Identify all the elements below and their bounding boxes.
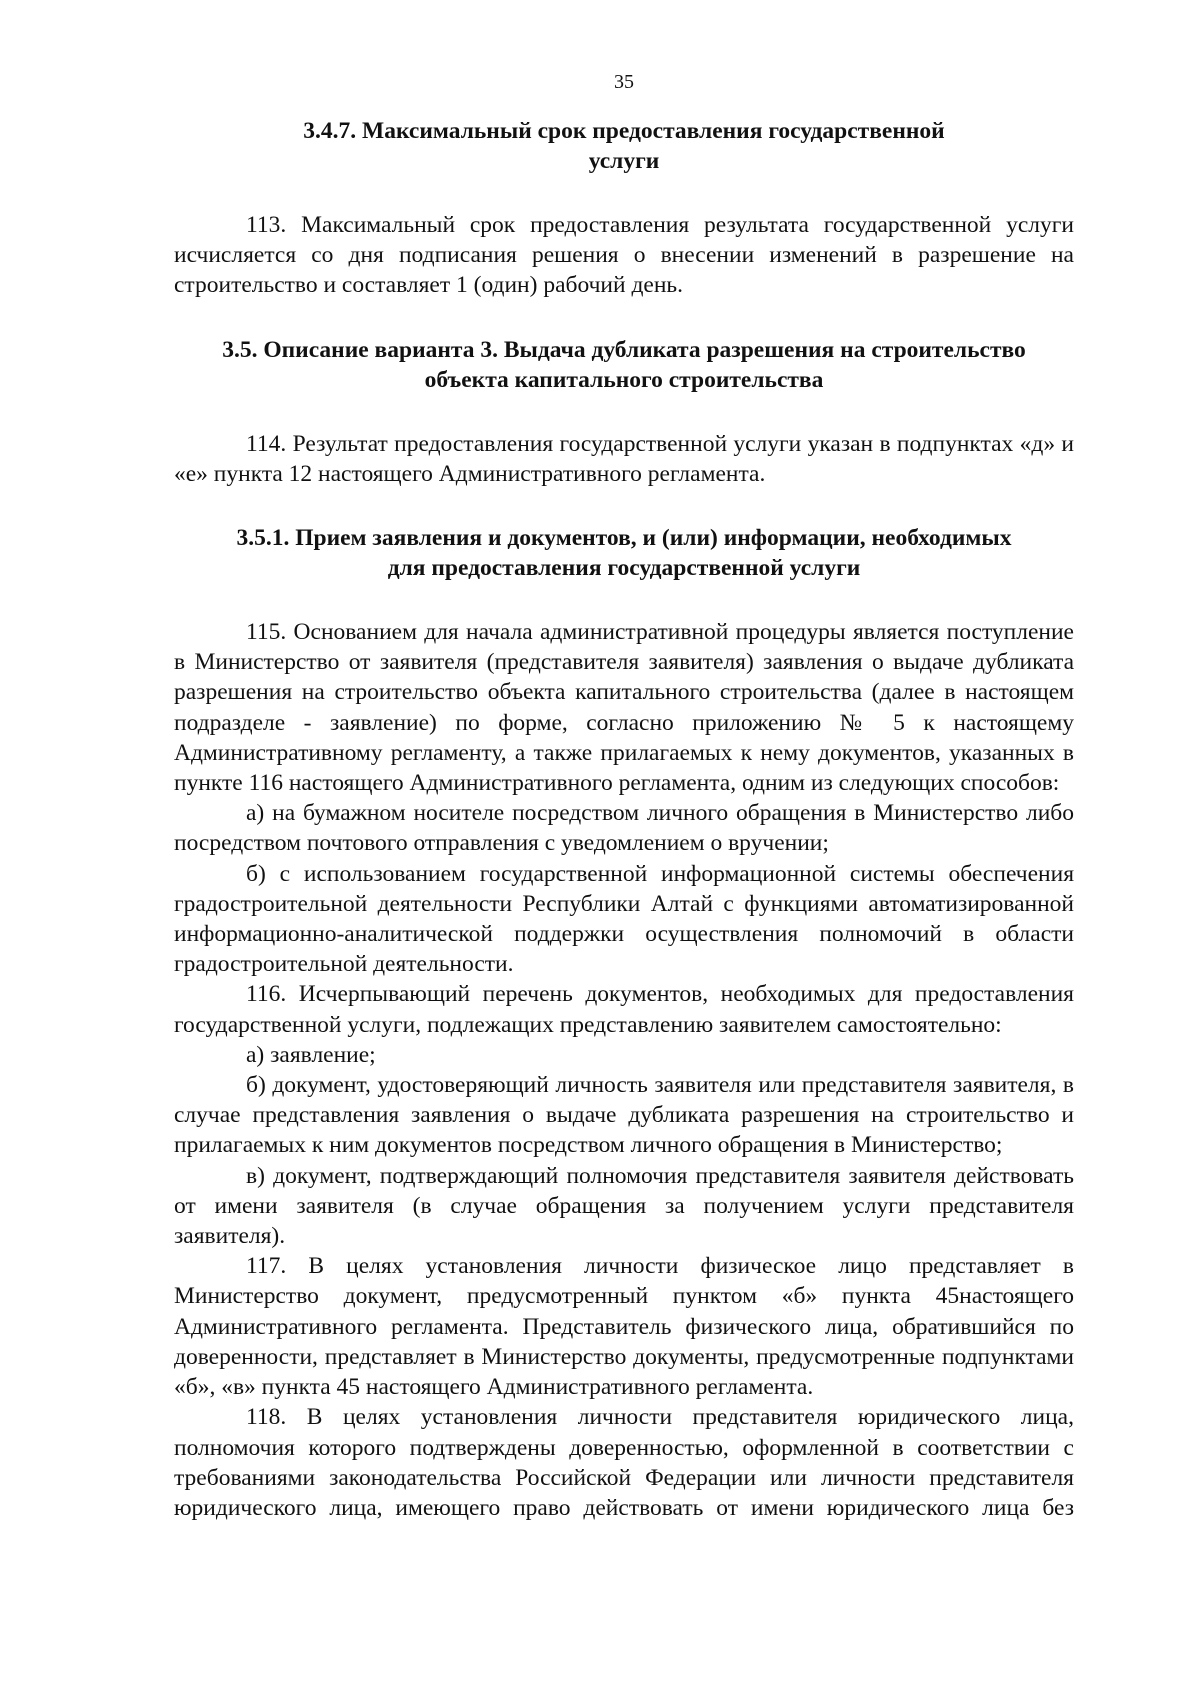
paragraph-115-b: б) с использованием государственной информационной системы обеспечения градостроительной деятельности Республики Алтай с функциями автоматизированной информационно-аналитической поддержки осуществления полномочий в области градостроительной деятельности. xyxy=(174,860,1074,978)
heading-3-4-7 xyxy=(174,116,1074,176)
heading-3-4-7-line2: услуги xyxy=(588,148,660,174)
paragraph-115: 115. Основанием для начала административной процедуры является поступление в Министерство от заявителя (представителя заявителя) заявления о выдаче дубликата разрешения на строительство объекта капитального строительства (далее в настоящем подразделе - заявление) по форме, согласно приложению № 5 к настоящему Административному регламенту, а также прилагаемых к нему документов, указанных в пункте 116 настоящего Административного регламента, одним из следующих способов: xyxy=(174,619,1074,797)
paragraph-116: 116. Исчерпывающий перечень документов, необходимых для предоставления государственной услуги, подлежащих представлению заявителем самостоятельно: xyxy=(174,981,1074,1038)
heading-3-5-line1: 3.5. Описание варианта 3. Выдача дубликата разрешения на строительство xyxy=(222,336,1026,363)
heading-3-5-1-line1: 3.5.1. Прием заявления и документов, и (или) информации, необходимых xyxy=(236,525,1012,552)
paragraph-113: 113. Максимальный срок предоставления результата государственной услуги исчисляется со дня подписания решения о внесении изменений в разрешение на строительство и составляет 1 (один) рабочий день. xyxy=(174,212,1074,299)
heading-3-4-7-line1: 3.4.7. Максимальный срок предоставления государственной xyxy=(303,118,945,144)
paragraph-115-a: а) на бумажном носителе посредством личного обращения в Министерство либо посредством почтового отправления с уведомлением о вручении; xyxy=(174,800,1074,857)
paragraph-118: 118. В целях установления личности представителя юридического лица, полномочия которого подтверждены доверенностью, оформленной в соответствии с требованиями законодательства Российской Федерации или личности представителя юридического лица, имеющего право действовать от имени юридического лица без xyxy=(174,1404,1074,1521)
heading-3-5-1 xyxy=(174,523,1074,583)
paragraph-116-c: в) документ, подтверждающий полномочия представителя заявителя действовать от имени заявителя (в случае обращения за получением услуги представителя заявителя). xyxy=(174,1162,1074,1250)
heading-3-5-1-line2: для предоставления государственной услуги xyxy=(387,555,861,582)
heading-3-5 xyxy=(174,335,1074,395)
paragraph-116-a: а) заявление; xyxy=(246,1041,376,1068)
heading-3-5-line2: объекта капитального строительства xyxy=(424,366,824,393)
paragraph-114: 114. Результат предоставления государственной услуги указан в подпунктах «д» и «е» пункта 12 настоящего Административного регламента. xyxy=(174,430,1074,487)
page-number: 35 xyxy=(614,71,634,93)
paragraph-117: 117. В целях установления личности физическое лицо представляет в Министерство документ, предусмотренный пунктом «б» пункта 45настоящего Административного регламента. Представитель физического лица, обратившийся по доверенности, представляет в Министерство документы, предусмотренные подпунктами «б», «в» пункта 45 настоящего Административного регламента. xyxy=(174,1253,1074,1401)
paragraph-116-b: б) документ, удостоверяющий личность заявителя или представителя заявителя, в случае представления заявления о выдаче дубликата разрешения на строительство и прилагаемых к ним документов посредством личного обращения в Министерство; xyxy=(174,1072,1074,1159)
